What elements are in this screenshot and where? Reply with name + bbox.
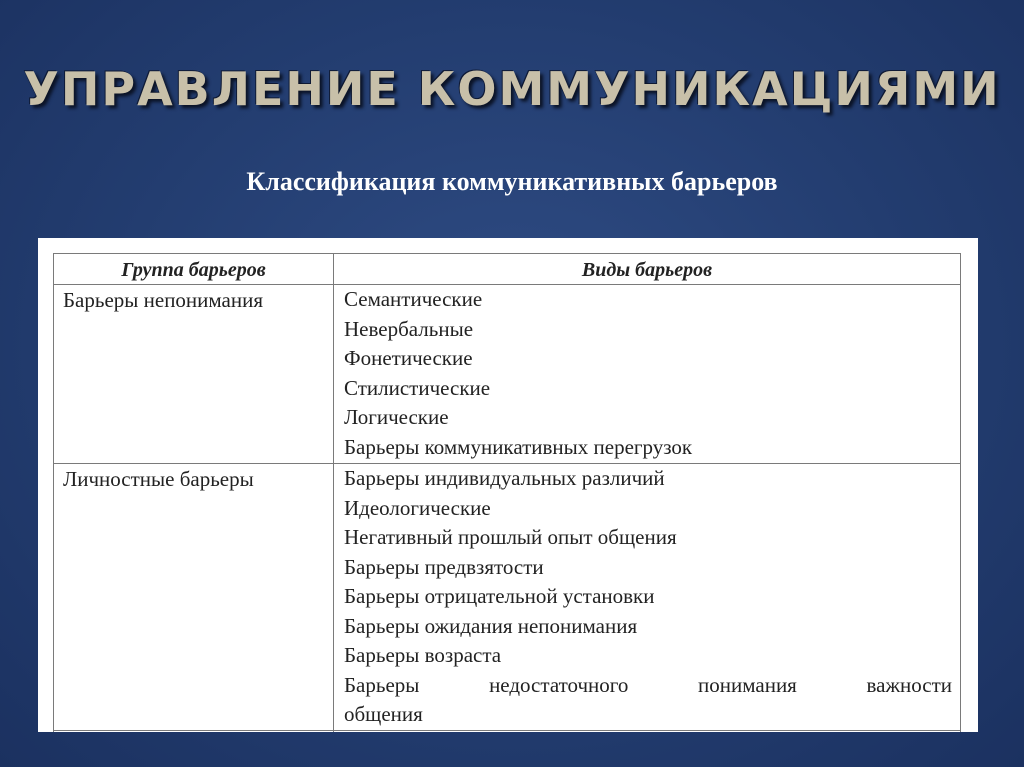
types-list-personal	[344, 464, 952, 730]
group-name-personal: Личностные барьеры	[63, 467, 254, 491]
barriers-table	[53, 253, 961, 732]
list-item: Барьеры предвзятости	[344, 554, 544, 579]
list-item: Барьеры ожидания непонимания	[344, 613, 638, 638]
list-item: Негативный прошлый опыт общения	[344, 525, 677, 549]
list-item: Барьеры отрицательной установки	[344, 584, 655, 608]
list-item: Идеологические	[344, 495, 491, 520]
row-divider	[54, 730, 960, 731]
list-item: общения	[344, 702, 423, 726]
list-item: Барьеры индивидуальных различий	[344, 466, 665, 490]
list-item: Фонетические	[344, 346, 473, 370]
list-item: Семантические	[344, 287, 483, 311]
header-types: Виды барьеров	[581, 259, 713, 281]
list-item: Невербальные	[344, 316, 474, 341]
group-name-misunderstanding: Барьеры непонимания	[63, 288, 264, 312]
list-item: Барьеры возраста	[344, 643, 502, 667]
list-item: Логические	[344, 405, 449, 429]
column-divider	[333, 254, 334, 732]
list-item: Барьеры коммуникативных перегрузок	[344, 434, 693, 459]
list-item: Стилистические	[344, 375, 491, 400]
header-group: Группа барьеров	[121, 259, 266, 281]
table-caption: Классификация коммуникативных барьеров	[246, 167, 778, 196]
slide-title: УПРАВЛЕНИЕ КОММУНИКАЦИЯМИ	[23, 62, 1001, 116]
types-list-misunderstanding	[344, 285, 952, 462]
list-item: Барьеры недостаточного понимания важности	[344, 672, 952, 697]
barriers-table-panel	[38, 238, 978, 732]
